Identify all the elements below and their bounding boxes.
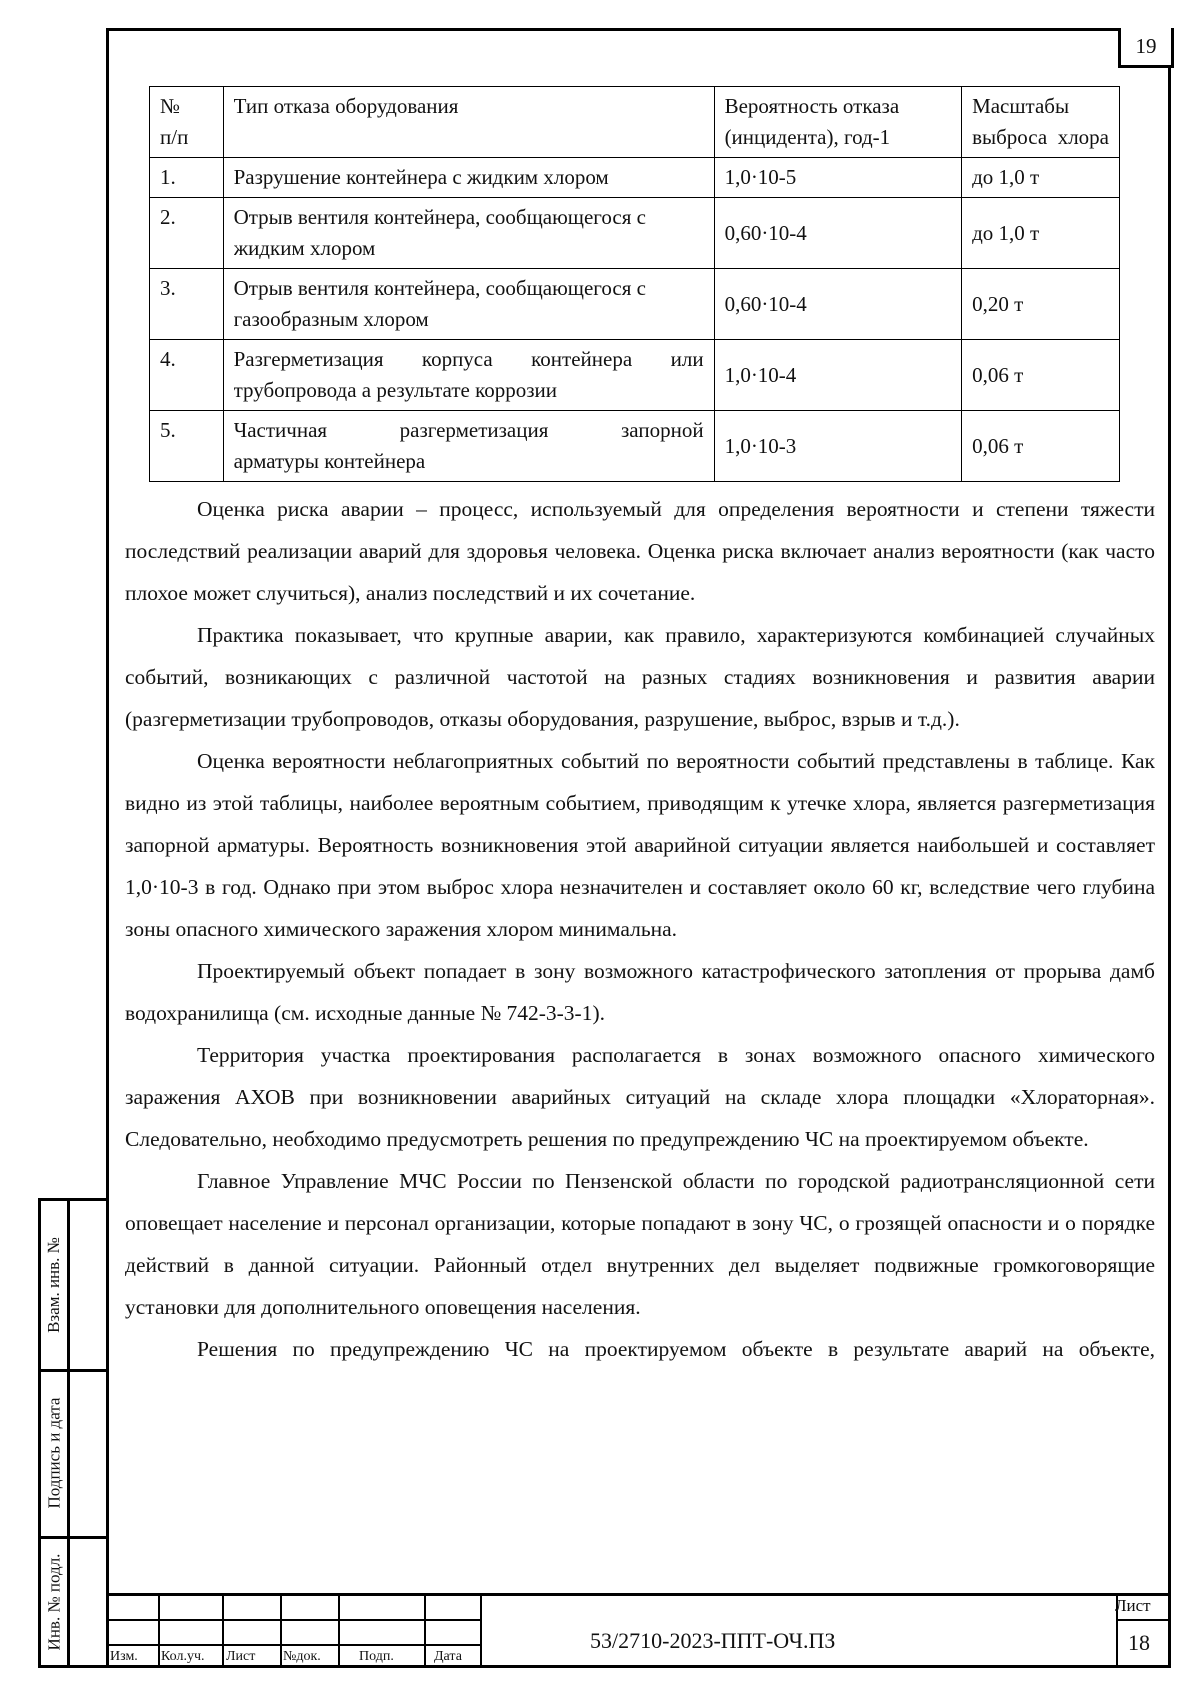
cell-num: 5.	[150, 411, 224, 482]
cell-scale: до 1,0 т	[962, 158, 1120, 198]
sheet-label: Лист	[1115, 1596, 1151, 1615]
paragraph: Главное Управление МЧС России по Пензенской области по городской радиотрансляционной сети оповещает население и персонал организации, которые попадают в зону ЧС, о грозящей опасности и о порядке действий в данной ситуации. Районный отдел внутренних дел выделяет подвижные громкоговорящие установки для дополнительного оповещения населения.	[125, 1169, 1155, 1319]
side-stamp-divider	[67, 1201, 70, 1665]
table-row	[150, 158, 1120, 198]
side-label-podpis: Подпись и дата	[44, 1397, 63, 1508]
stamp-col-list: Лист	[226, 1649, 256, 1664]
cell-probability: 1,0·10-5	[714, 158, 962, 198]
cell-num: 2.	[150, 198, 224, 269]
cell-scale: 0,20 т	[962, 269, 1120, 340]
header-probability: Вероятность отказа (инцидента), год-1	[714, 87, 962, 158]
table-row	[150, 411, 1120, 482]
table-header-row	[150, 87, 1120, 158]
cell-num: 4.	[150, 340, 224, 411]
paragraph: Решения по предупреждению ЧС на проектируемом объекте в результате аварий на объекте,	[197, 1337, 1155, 1361]
stamp-col-podp: Подп.	[359, 1649, 394, 1664]
side-stamp	[38, 1198, 109, 1668]
table-row	[150, 269, 1120, 340]
cell-probability: 1,0·10-4	[714, 340, 962, 411]
table-row	[150, 198, 1120, 269]
table-row	[150, 340, 1120, 411]
cell-scale: 0,06 т	[962, 340, 1120, 411]
header-scale: Масштабы выброса хлора	[962, 87, 1120, 158]
paragraph: Оценка риска аварии – процесс, используемый для определения вероятности и степени тяжести последствий реализации аварий для здоровья человека. Оценка риска включает анализ вероятности (как часто плохое может случиться), анализ последствий и их сочетание.	[125, 497, 1155, 605]
document-code: 53/2710-2023-ППТ-ОЧ.ПЗ	[590, 1628, 836, 1653]
body-text	[125, 488, 1155, 1370]
cell-num: 1.	[150, 158, 224, 198]
paragraph: Проектируемый объект попадает в зону возможного катастрофического затопления от прорыва дамб водохранилища (см. исходные данные № 742-3-3-1).	[125, 959, 1155, 1025]
cell-scale: до 1,0 т	[962, 198, 1120, 269]
cell-type: Отрыв вентиля контейнера, сообщающегося с жидким хлором	[223, 198, 714, 269]
cell-type: Отрыв вентиля контейнера, сообщающегося с газообразным хлором	[223, 269, 714, 340]
sheet-number: 18	[1128, 1630, 1150, 1655]
side-label-inv: Инв. № подл.	[44, 1553, 63, 1651]
side-label-vzam: Взам. инв. №	[44, 1237, 63, 1333]
stamp-col-data: Дата	[434, 1649, 462, 1664]
equipment-failure-table	[149, 86, 1120, 482]
cell-probability: 0,60·10-4	[714, 269, 962, 340]
cell-probability: 1,0·10-3	[714, 411, 962, 482]
cell-type: Разрушение контейнера с жидким хлором	[223, 158, 714, 198]
paragraph: Территория участка проектирования располагается в зонах возможного опасного химического заражения АХОВ при возникновении аварийных ситуаций на складе хлора площадки «Хлораторная». Следовательно, необходимо предусмотреть решения по предупреждению ЧС на проектируемом объекте.	[125, 1043, 1155, 1151]
header-type: Тип отказа оборудования	[223, 87, 714, 158]
cell-scale: 0,06 т	[962, 411, 1120, 482]
cell-probability: 0,60·10-4	[714, 198, 962, 269]
page-number: 19	[1118, 28, 1174, 68]
paragraph: Практика показывает, что крупные аварии, как правило, характеризуются комбинацией случайных событий, возникающих с различной частотой на разных стадиях возникновения и развития аварии (разгерметизации трубопроводов, отказы оборудования, разрушение, выброс, взрыв и т.д.).	[125, 623, 1155, 731]
paragraph: Оценка вероятности неблагоприятных событий по вероятности событий представлены в таблице. Как видно из этой таблицы, наиболее вероятным событием, приводящим к утечке хлора, является разгерметизация запорной арматуры. Вероятность возникновения этой аварийной ситуации является наибольшей и составляет 1,0·10-3 в год. Однако при этом выброс хлора незначителен и составляет около 60 кг, вследствие чего глубина зоны опасного химического заражения хлором минимальна.	[125, 749, 1155, 941]
cell-num: 3.	[150, 269, 224, 340]
stamp-col-koluch: Кол.уч.	[161, 1649, 205, 1664]
cell-type: Разгерметизация корпуса контейнера или трубопровода а результате коррозии	[223, 340, 714, 411]
header-num: № п/п	[150, 87, 224, 158]
cell-type: Частичная разгерметизация запорной арматуры контейнера	[223, 411, 714, 482]
stamp-col-ndok: №док.	[283, 1649, 321, 1664]
stamp-col-izm: Изм.	[110, 1649, 138, 1664]
